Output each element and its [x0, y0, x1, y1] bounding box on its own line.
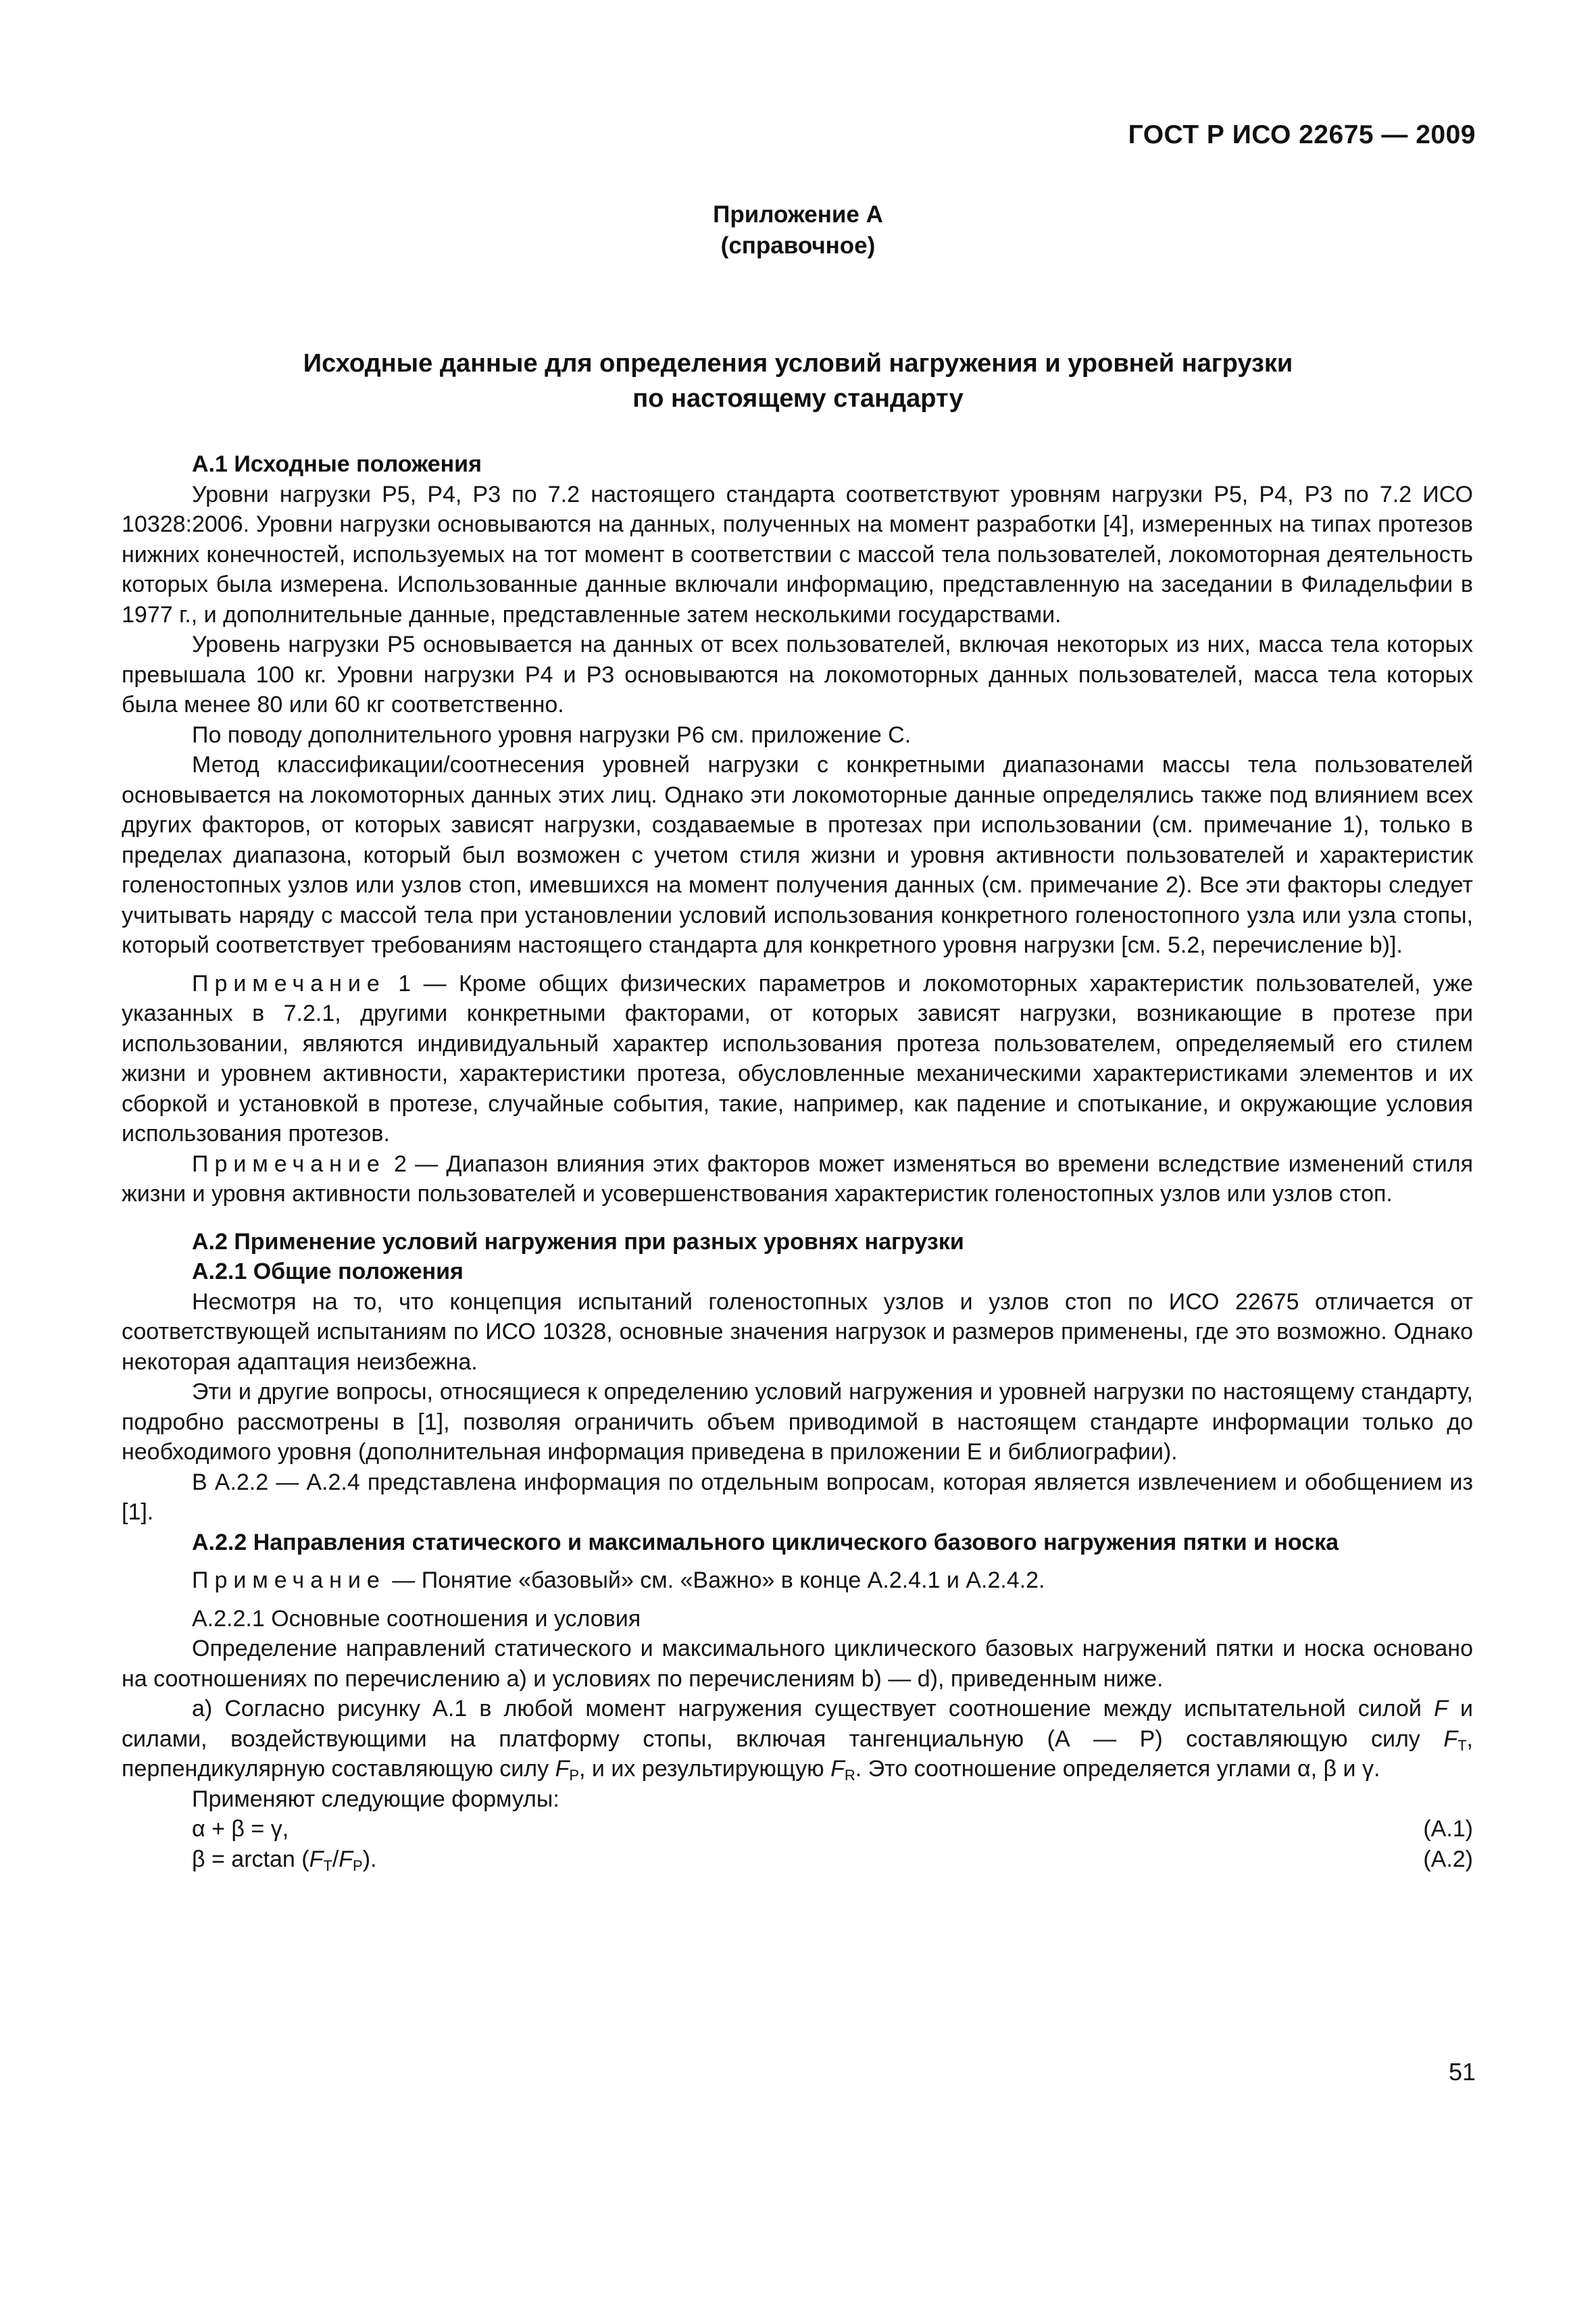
document-title-line-2: по настоящему стандарту — [632, 384, 964, 413]
paragraph: Определение направлений статического и максимального циклического базовых нагружений пятки и носка основано на соотношениях по перечислению а) и условиях по перечислениям b) — d), приведенным ниже. — [122, 1636, 1473, 1692]
standard-designation: ГОСТ Р ИСО 22675 — 2009 — [1128, 120, 1476, 149]
section-a1-heading: А.1 Исходные положения — [192, 451, 482, 477]
document-body — [122, 449, 1473, 1874]
paragraph: В А.2.2 — А.2.4 представлена информация по отдельным вопросам, которая является извлечением и обобщением из [1]. — [122, 1469, 1473, 1525]
formula-number: (A.2) — [1423, 1846, 1473, 1872]
formula-expression: α + β = γ, — [192, 1816, 289, 1842]
note-text: — Понятие «базовый» см. «Важно» в конце А.2.4.1 и А.2.4.2. — [385, 1567, 1045, 1593]
list-item-a: а) Согласно рисунку А.1 в любой момент нагружения существует соотношение между испытательной силой F и силами, воздействующими на платформу стопы, включая тангенциальную (А — Р) составляющую силу $F_T$, перпендикулярную составляющую силу $F_P$, и их результирующую $F_R$. Это соотношение определяется углами α, β и γ. — [122, 1696, 1473, 1784]
section-a22-heading: А.2.2 Направления статического и максимального циклического базового нагружения пятки и носка — [192, 1529, 1339, 1555]
page-number: 51 — [1448, 2058, 1476, 2086]
formula-a1 — [122, 1814, 1473, 1844]
note-label: Примечание — [192, 970, 386, 997]
document-title-line-1: Исходные данные для определения условий нагружения и уровней нагрузки — [303, 349, 1293, 378]
appendix-subtitle: (справочное) — [720, 232, 876, 259]
note-basic — [122, 1565, 1473, 1596]
paragraph: Эти и другие вопросы, относящиеся к определению условий нагружения и уровней нагрузки по настоящему стандарту, подробно рассмотрены в [1], позволяя ограничить объем приводимой в настоящем стандарте информации только до необходимого уровня (дополнительная информация приведена в приложении Е и библиографии). — [122, 1379, 1473, 1465]
note-1 — [122, 969, 1473, 1149]
section-a2-heading: А.2 Применение условий нагружения при разных уровнях нагрузки — [192, 1228, 964, 1255]
paragraph: Несмотря на то, что концепция испытаний голеностопных узлов и узлов стоп по ИСО 22675 отличается от соответствующей испытаниям по ИСО 10328, основные значения нагрузок и размеров применены, где это возможно. Однако некоторая адаптация неизбежна. — [122, 1288, 1473, 1375]
paragraph: По поводу дополнительного уровня нагрузки Р6 см. приложение С. — [192, 722, 912, 748]
note-label: Примечание — [192, 1567, 386, 1593]
paragraph: Метод классификации/соотнесения уровней нагрузки с конкретными диапазонами массы тела пользователей основывается на локомоторных данных этих лиц. Однако эти локомоторные данные определялись также под влиянием всех других факторов, от которых зависят нагрузки, создаваемые в протезах при использовании (см. примечание 1), только в пределах диапазона, который был возможен с учетом стиля жизни и уровня активности пользователей и характеристик голеностопных узлов или узлов стоп, имевшихся на момент получения данных (см. примечание 2). Все эти факторы следует учитывать наряду с массой тела при установлении условий использования конкретного голеностопного узла или узла стопы, который соответствует требованиям настоящего стандарта для конкретного уровня нагрузки [см. 5.2, перечисление b)]. — [122, 752, 1473, 958]
note-text: 1 — Кроме общих физических параметров и локомоторных характеристик пользователей, уже указанных в 7.2.1, другими конкретными факторами, от которых зависят нагрузки, возникающие в протезе при использовании, являются индивидуальный характер использования протеза пользователем, определяемый его стилем жизни и уровнем активности, характеристики протеза, обусловленные механическими характеристиками элементов и их сборкой и установкой в протезе, случайные события, такие, например, как падение и спотыкание, и окружающие условия использования протезов. — [122, 970, 1473, 1147]
document-title — [0, 346, 1596, 416]
paragraph: Уровень нагрузки Р5 основывается на данных от всех пользователей, включая некоторых из них, масса тела которых превышала 100 кг. Уровни нагрузки Р4 и Р3 основываются на локомоторных данных пользователей, масса тела которых была менее 80 или 60 кг соответственно. — [122, 632, 1473, 718]
note-text: 2 — Диапазон влияния этих факторов может изменяться во времени вследствие изменений стиля жизни и уровня активности пользователей и усовершенствования характеристик голеностопных узлов или узлов стоп. — [122, 1151, 1473, 1207]
appendix-heading — [0, 199, 1596, 261]
section-a221-heading: А.2.2.1 Основные соотношения и условия — [192, 1605, 641, 1632]
note-label: Примечание — [192, 1151, 386, 1177]
section-a21-heading: А.2.1 Общие положения — [192, 1259, 464, 1284]
appendix-title: Приложение А — [713, 201, 883, 228]
paragraph: Уровни нагрузки Р5, Р4, Р3 по 7.2 настоящего стандарта соответствуют уровням нагрузки Р5, Р4, Р3 по 7.2 ИСО 10328:2006. Уровни нагрузки основываются на данных, полученных на момент разработки [4], измеренных на типах протезов нижних конечностей, используемых на тот момент в соответствии с массой тела пользователей, локомоторная деятельность которых была измерена. Использованные данные включали информацию, представленную на заседании в Филадельфии в 1977 г., и дополнительные данные, представленные затем несколькими государствами. — [122, 481, 1473, 628]
formula-a2 — [122, 1844, 1473, 1875]
formulas-intro: Применяют следующие формулы: — [192, 1786, 559, 1812]
formula-number: (A.1) — [1423, 1816, 1473, 1842]
note-2 — [122, 1149, 1473, 1209]
formula-expression: $\beta = \arctan (F_T/F_P)$. — [192, 1846, 377, 1874]
